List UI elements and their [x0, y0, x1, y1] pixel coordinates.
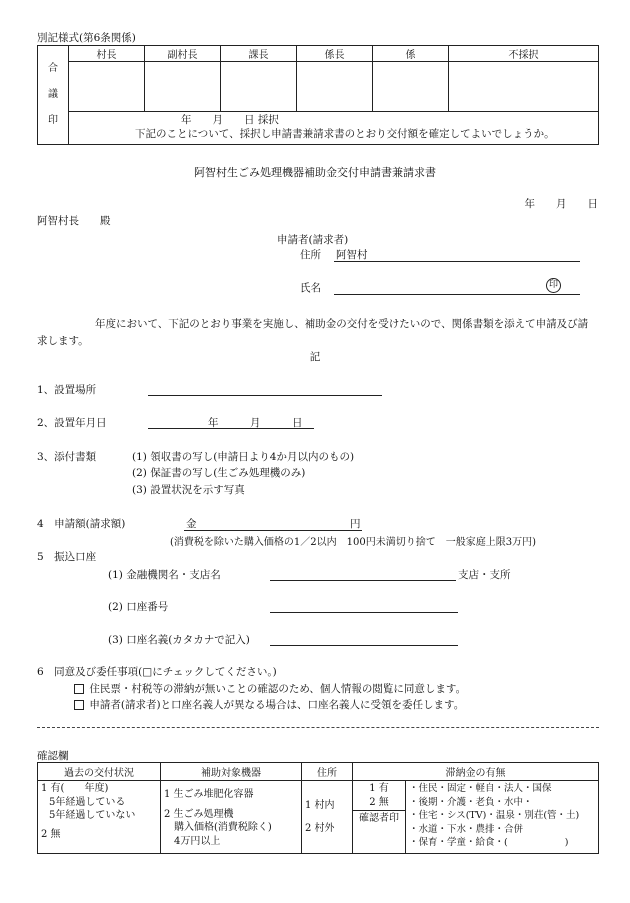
past-option: 5年経過していない	[49, 810, 136, 821]
checker-label: 確認者印	[359, 813, 399, 824]
attach-item: (1) 領収書の写し(申請日より4か月以内のもの)	[132, 451, 355, 463]
equipment-cell[interactable]	[161, 781, 302, 854]
approval-side-label	[38, 46, 69, 145]
confirm-table	[37, 762, 599, 854]
header-cell: 係長	[297, 46, 373, 62]
confirm-header: 滞納金の有無	[353, 763, 599, 781]
arrears-item: ・住民・固定・軽自・法人・国保	[409, 783, 552, 794]
stamp-cell[interactable]	[449, 62, 599, 112]
amount-note: (消費税を除いた購入価格の1／2以内 100円未満切り捨て 一般家庭上限3万円)	[170, 537, 536, 548]
account-holder-field[interactable]	[270, 645, 458, 646]
arrears-items-cell[interactable]	[406, 781, 599, 854]
arrears-item: ・水道・下水・農排・合併	[409, 823, 524, 835]
item-attach-label: 3、添付書類	[37, 451, 97, 463]
equipment-option: 2 生ごみ処理機	[164, 808, 234, 820]
address-label: 住所	[300, 249, 321, 261]
consent-text-1: 住民票・村税等の滞納が無いことの確認のため、個人情報の閲覧に同意します。	[89, 683, 467, 695]
bank-name-label: (1) 金融機関名・支店名	[108, 569, 221, 581]
header-cell: 村長	[69, 46, 145, 62]
amount-field[interactable]	[184, 530, 362, 531]
side-char: 議	[48, 89, 58, 100]
approval-text-cell	[69, 112, 599, 145]
page-title: 阿智村生ごみ処理機器補助金交付申請書兼請求書	[194, 166, 436, 179]
approval-text: 下記のことについて、採択し申請書兼請求書のとおり交付額を確定してよいでしょうか。	[135, 128, 555, 140]
address-field[interactable]	[334, 261, 580, 262]
stamp-cell[interactable]	[145, 62, 221, 112]
consent-text-2: 申請者(請求者)と口座名義人が異なる場合は、口座名義人に受領を委任します。	[89, 699, 465, 711]
confirm-header: 住所	[302, 763, 353, 781]
arrears-item: ・保育・学童・給食・( )	[409, 837, 569, 848]
applicant-label: 申請者(請求者)	[277, 234, 349, 246]
arrears-yn-cell[interactable]	[353, 781, 406, 811]
past-option: 2 無	[41, 828, 61, 840]
header-cell: 課長	[221, 46, 297, 62]
seal-mark: 印	[546, 278, 561, 293]
header-cell: 副村長	[145, 46, 221, 62]
side-char: 印	[48, 115, 58, 126]
side-char: 合	[48, 63, 58, 74]
place-field[interactable]	[148, 395, 382, 396]
checker-seal-cell[interactable]	[353, 811, 406, 854]
item-install-date-label: 2、設置年月日	[37, 417, 107, 429]
past-option: 1 有( 年度)	[41, 783, 109, 794]
consent-label: 6 同意及び委任事項(□にチェックしてください。)	[37, 666, 277, 678]
install-date-field[interactable]	[148, 428, 314, 429]
consent-checkbox-2[interactable]	[74, 700, 84, 710]
account-no-field[interactable]	[270, 612, 458, 613]
arrears-yn-option: 2 無	[369, 796, 389, 808]
bank-branch-suffix: 支店・支所	[458, 569, 511, 581]
equipment-option: 1 生ごみ堆肥化容器	[164, 789, 254, 800]
confirm-header: 補助対象機器	[161, 763, 302, 781]
stamp-cell[interactable]	[221, 62, 297, 112]
arrears-item: ・住宅・シス(TV)・温泉・別荘(管・土)	[409, 810, 580, 821]
past-cell[interactable]	[38, 781, 161, 854]
attach-item: (2) 保証書の写し(生ごみ処理機のみ)	[132, 467, 306, 479]
attach-item: (3) 設置状況を示す写真	[132, 484, 245, 496]
equipment-option: 4万円以上	[174, 835, 221, 847]
item-bank-label: 5 振込口座	[37, 551, 97, 563]
account-holder-label: (3) 口座名義(カタカナで記入)	[108, 634, 250, 646]
item-place-label: 1、設置場所	[37, 384, 97, 396]
consent-row-1	[74, 681, 466, 696]
amount-kin: 金	[186, 518, 197, 530]
confirm-header: 過去の交付状況	[38, 763, 161, 781]
approval-table	[37, 45, 599, 145]
item-amount-label: 4 申請額(請求額)	[37, 518, 126, 530]
bank-name-field[interactable]	[270, 580, 456, 581]
address-option: 2 村外	[305, 823, 335, 834]
ki-heading: 記	[309, 351, 321, 363]
name-label: 氏名	[300, 282, 321, 294]
header-cell: 係	[373, 46, 449, 62]
stamp-cell[interactable]	[373, 62, 449, 112]
header-cell: 不採択	[449, 46, 599, 62]
name-field[interactable]	[334, 294, 580, 295]
past-option: 5年経過している	[49, 796, 126, 808]
account-no-label: (2) 口座番号	[108, 601, 169, 613]
intro-text: 年度において、下記のとおり事業を実施し、補助金の交付を受けたいので、関係書類を添えて申請及び請求します。	[37, 318, 589, 347]
equipment-option: 購入価格(消費税除く)	[174, 822, 272, 833]
approval-date: 年 月 日 採択	[181, 114, 279, 126]
form-reference: 別記様式(第6条関係)	[37, 32, 136, 44]
application-date: 年 月 日	[524, 198, 598, 210]
cut-line	[37, 727, 599, 728]
confirm-label: 確認欄	[37, 750, 69, 762]
install-date: 年 月 日	[208, 417, 303, 429]
stamp-cell[interactable]	[297, 62, 373, 112]
address-value: 阿智村	[336, 249, 368, 261]
address-cell[interactable]	[302, 781, 353, 854]
consent-checkbox-1[interactable]	[74, 684, 84, 694]
addressee: 阿智村長 殿	[37, 215, 111, 227]
stamp-cell[interactable]	[69, 62, 145, 112]
arrears-item: ・後期・介護・老負・水中・	[409, 796, 533, 808]
consent-row-2	[74, 697, 464, 712]
arrears-yn-option: 1 有	[369, 783, 389, 794]
amount-yen: 円	[350, 518, 361, 530]
address-option: 1 村内	[305, 799, 335, 811]
